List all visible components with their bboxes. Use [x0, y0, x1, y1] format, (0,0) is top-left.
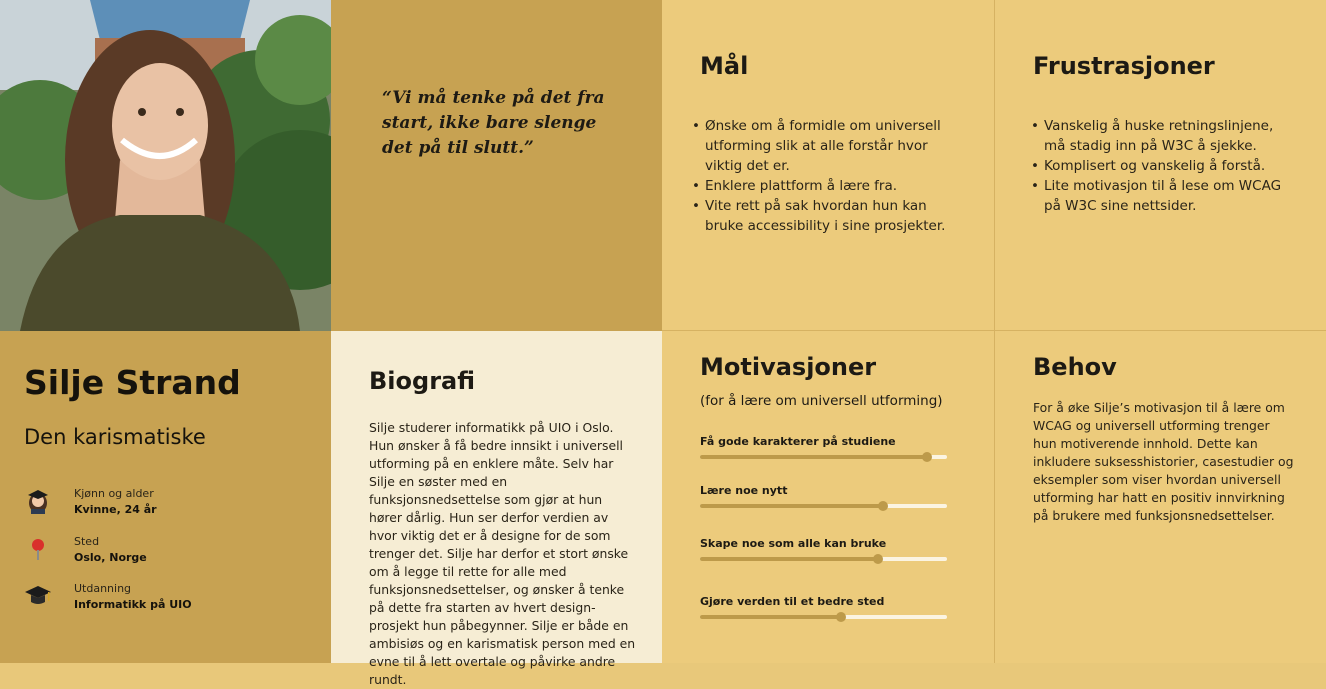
- portrait-image: [0, 0, 331, 331]
- goals-item: • Enklere plattform å lære fra.: [692, 176, 952, 196]
- motivation-bar-fill: [700, 455, 927, 459]
- motivation-bar-label: Få gode karakterer på studiene: [700, 435, 896, 448]
- motivation-bar-label: Gjøre verden til et bedre sted: [700, 595, 885, 608]
- motivation-bar-track: [700, 615, 947, 619]
- info-location: [24, 535, 304, 571]
- frustrations-title: Frustrasjoner: [1033, 52, 1215, 80]
- frustrations-item: • Komplisert og vanskelig å forstå.: [1031, 156, 1291, 176]
- motivation-bar-track: [700, 455, 947, 459]
- info-label: Kjønn og alder: [74, 487, 154, 500]
- biography-text: Silje studerer informatikk på UIO i Oslo. Hun ønsker å få bedre innsikt i universell utforming på en enklere måte. Selv har Silje en søster med en funksjonsnedsettelse som gjør at hun hører dårlig. Hun ser derfor verdien av hvor viktig det er å designe for de som trenger det. Silje har derfor et stort ønske om å legge til rette for alle med funksjonsnedsettelser, og ønsker å tenke på dette fra starten av hvert design-prosjekt hun påbegynner. Silje er både en ambisiøs og en karismatisk person med en evne til å lett overtale og påvirke andre rundt.: [369, 420, 636, 687]
- motivation-bar-knob: [878, 501, 888, 511]
- frustrations-item: • Vanskelig å huske retningslinjene, må stadig inn på W3C å sjekke.: [1031, 116, 1291, 156]
- persona-name: Silje Strand: [24, 363, 241, 402]
- info-label: Sted: [74, 535, 100, 548]
- motivation-bar-fill: [700, 557, 878, 561]
- info-value: Oslo, Norge: [74, 551, 147, 564]
- motivation-bar-knob: [922, 452, 932, 462]
- needs-panel: [995, 331, 1326, 663]
- motivation-bar: [700, 595, 947, 625]
- motivation-bar: [700, 484, 947, 514]
- motivations-panel: [662, 331, 995, 663]
- biography-title: Biografi: [369, 367, 476, 395]
- profile-photo: [0, 0, 331, 331]
- frustrations-item: • Lite motivasjon til å lese om WCAG på W3C sine nettsider.: [1031, 176, 1291, 216]
- info-value: Kvinne, 24 år: [74, 503, 157, 516]
- quote-panel: [331, 0, 662, 331]
- motivation-bar-track: [700, 557, 947, 561]
- persona-tagline: Den karismatiske: [24, 425, 206, 449]
- info-label: Utdanning: [74, 582, 132, 595]
- goals-item: • Ønske om å formidle om universell utforming slik at alle forstår hvor viktig det er.: [692, 116, 952, 176]
- goals-list: [692, 116, 952, 236]
- needs-title: Behov: [1033, 353, 1117, 381]
- motivation-bar-fill: [700, 615, 841, 619]
- motivation-bar-knob: [873, 554, 883, 564]
- graduation-cap-icon: [24, 582, 52, 610]
- needs-text: For å øke Silje’s motivasjon til å lære om WCAG og universell utforming trenger hun motiverende innhold. Dette kan inkludere suksesshistorier, casestudier og eksempler som viser hvordan universell utforming har hatt en positiv innvirkning på brukere med funksjonsnedsettelser.: [1033, 400, 1294, 523]
- motivation-bar-label: Skape noe som alle kan bruke: [700, 537, 887, 550]
- motivation-bar: [700, 537, 947, 567]
- goals-item: • Vite rett på sak hvordan hun kan bruke accessibility i sine prosjekter.: [692, 196, 952, 236]
- motivation-bar-track: [700, 504, 947, 508]
- info-education: [24, 582, 304, 618]
- info-gender-age: [24, 487, 304, 523]
- goals-panel: [662, 0, 995, 331]
- motivation-bar-knob: [836, 612, 846, 622]
- motivation-bar-fill: [700, 504, 883, 508]
- goals-title: Mål: [700, 52, 749, 80]
- motivation-bar: [700, 435, 947, 465]
- biography-panel: [331, 331, 662, 687]
- motivations-subtitle: (for å lære om universell utforming): [700, 393, 943, 409]
- persona-quote: “Vi må tenke på det fra start, ikke bare slenge det på til slutt.”: [382, 88, 605, 158]
- frustrations-list: [1031, 116, 1291, 216]
- motivations-title: Motivasjoner: [700, 353, 877, 381]
- motivation-bar-label: Lære noe nytt: [700, 484, 788, 497]
- woman-student-icon: [24, 487, 52, 515]
- info-value: Informatikk på UIO: [74, 598, 192, 611]
- frustrations-panel: [995, 0, 1326, 331]
- profile-panel: [0, 331, 331, 663]
- location-pin-icon: [24, 535, 52, 563]
